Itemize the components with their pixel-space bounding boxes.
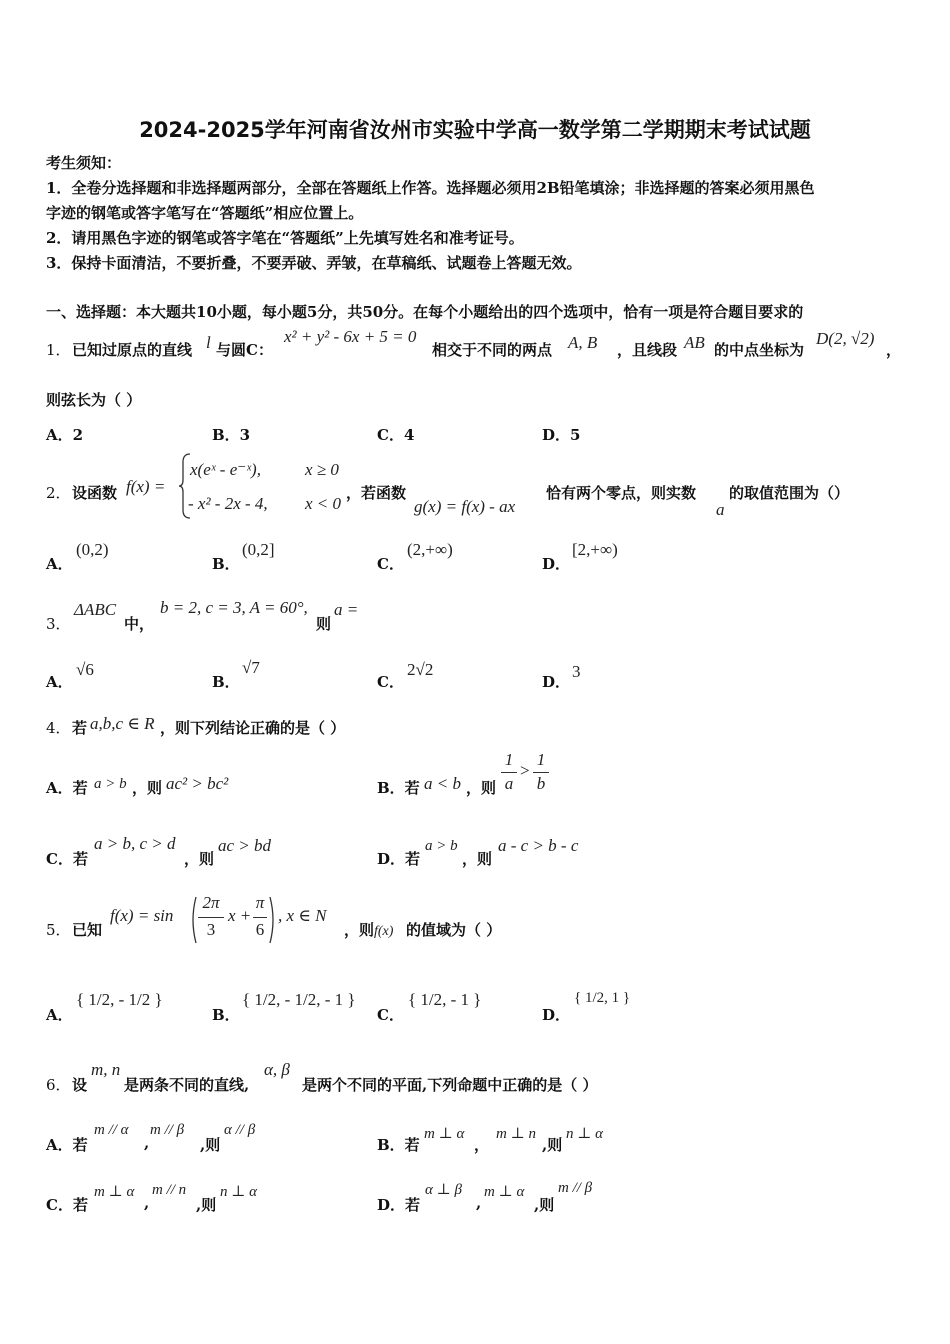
piecewise-case-2: - x² - 2x - 4, — [188, 494, 268, 513]
question-text: 的取值范围为（） — [729, 484, 850, 502]
math-expression: α // β — [224, 1122, 256, 1138]
option-text: , — [144, 1134, 150, 1152]
math-expression: a — [716, 500, 725, 519]
math-expression: ΔABC — [74, 600, 117, 619]
question-text: 与圆C： — [216, 341, 273, 359]
question-text: ，则 — [344, 921, 375, 939]
math-expression: ac² > bc² — [166, 774, 229, 793]
option-text: ,则 — [542, 1136, 563, 1154]
question-text: ， — [886, 341, 902, 359]
option-b[interactable]: B．3 — [212, 426, 251, 444]
option-text: ，则 — [184, 850, 215, 868]
math-expression: f(x) — [374, 924, 394, 939]
option-d-math: 3 — [572, 662, 581, 681]
math-expression: a < b — [424, 774, 461, 793]
math-expression: AB — [684, 333, 705, 352]
math-expression: a - c > b - c — [498, 836, 579, 855]
fraction-denominator: a — [504, 774, 514, 793]
fraction-bar — [198, 917, 224, 918]
option-b[interactable]: B． — [212, 555, 240, 573]
question-text: 设函数 — [72, 484, 118, 502]
question-text: 若 — [72, 719, 88, 737]
option-text: ,则 — [534, 1196, 555, 1214]
math-expression: l — [206, 333, 211, 352]
option-label: D．若 — [377, 850, 421, 868]
math-expression: ac > bd — [218, 836, 272, 855]
question-text: 是两条不同的直线, — [124, 1076, 250, 1094]
question-text: 是两个不同的平面,下列命题中正确的是（ ） — [302, 1076, 598, 1094]
notice-line-3: 3．保持卡面清洁，不要折叠，不要弄破、弄皱，在草稿纸、试题卷上答题无效。 — [46, 254, 582, 272]
section-heading: 一、选择题：本大题共10小题，每小题5分，共50分。在每个小题给出的四个选项中，恰有一项是符合题目要求的 — [46, 303, 804, 321]
math-expression: m ⊥ n — [496, 1126, 536, 1142]
math-operator: > — [520, 761, 530, 780]
page-title: 2024-2025学年河南省汝州市实验中学高一数学第二学期期末考试试题 — [139, 118, 811, 142]
math-expression: n ⊥ α — [220, 1184, 257, 1200]
piecewise-condition-1: x ≥ 0 — [305, 460, 339, 479]
notice-line-1a: 1．全卷分选择题和非选择题两部分，全部在答题纸上作答。选择题必须用2B铅笔填涂；非选择题的答案必须用黑色 — [46, 179, 815, 197]
math-expression: D(2, √2) — [816, 329, 875, 348]
option-b[interactable]: B． — [212, 1006, 240, 1024]
question-number: 1． — [46, 341, 71, 359]
option-a-math: { 1/2, - 1/2 } — [76, 990, 163, 1009]
option-text: ，则 — [462, 850, 493, 868]
option-text: , — [144, 1194, 150, 1212]
math-expression: m, n — [91, 1060, 121, 1079]
piecewise-condition-2: x < 0 — [305, 494, 342, 513]
option-d[interactable]: D． — [542, 1006, 571, 1024]
option-c[interactable]: C． — [377, 1006, 404, 1024]
option-c[interactable]: C．4 — [377, 426, 415, 444]
math-expression: g(x) = f(x) - ax — [414, 497, 516, 516]
option-b-math: { 1/2, - 1/2, - 1 } — [242, 990, 356, 1009]
question-text: 已知过原点的直线 — [72, 341, 193, 359]
option-a[interactable]: A．2 — [46, 426, 84, 444]
question-text: 的值域为（ ） — [406, 921, 502, 939]
option-a[interactable]: A． — [46, 1006, 73, 1024]
option-c-math: { 1/2, - 1 } — [408, 990, 482, 1009]
option-label: D．若 — [377, 1196, 421, 1214]
math-expression: a = — [334, 600, 359, 619]
math-expression: m // α — [94, 1122, 129, 1138]
option-d[interactable]: D． — [542, 673, 571, 691]
question-number: 2． — [46, 484, 71, 502]
math-expression: a > b — [425, 838, 458, 854]
math-expression: α, β — [264, 1060, 290, 1079]
option-a-math: √6 — [76, 660, 94, 679]
question-text: 设 — [72, 1076, 88, 1094]
math-expression: A, B — [568, 333, 598, 352]
option-d-math: [2,+∞) — [572, 540, 618, 559]
question-text: ，若函数 — [346, 484, 407, 502]
notice-line-2: 2．请用黑色字迹的钢笔或答字笔在“答题纸”上先填写姓名和准考证号。 — [46, 229, 524, 247]
option-a[interactable]: A． — [46, 555, 73, 573]
piecewise-case-1: x(eˣ - e⁻ˣ), — [190, 460, 261, 479]
option-text: ，则 — [466, 779, 497, 797]
question-number: 5． — [46, 921, 71, 939]
math-expression: a,b,c ∈ R — [90, 714, 155, 733]
option-c[interactable]: C． — [377, 673, 404, 691]
question-number: 6． — [46, 1076, 71, 1094]
math-expression: a > b — [94, 776, 127, 792]
option-b-math: √7 — [242, 658, 260, 677]
math-expression: α ⊥ β — [425, 1182, 462, 1198]
option-label: A．若 — [46, 1136, 88, 1154]
fraction-denominator: b — [536, 774, 546, 793]
question-text: ，则下列结论正确的是（ ） — [160, 719, 346, 737]
option-c-math: (2,+∞) — [407, 540, 453, 559]
option-text: , — [476, 1194, 482, 1212]
math-expression: m ⊥ α — [94, 1184, 135, 1200]
math-expression: m // n — [152, 1182, 187, 1198]
option-d[interactable]: D．5 — [542, 426, 581, 444]
option-a-math: (0,2) — [76, 540, 109, 559]
notice-line-1b: 字迹的钢笔或答字笔写在“答题纸”相应位置上。 — [46, 204, 364, 222]
math-expression: b = 2, c = 3, A = 60°, — [160, 598, 308, 617]
option-label: C．若 — [46, 850, 88, 868]
fraction-denominator: 6 — [255, 920, 265, 939]
option-c[interactable]: C． — [377, 555, 404, 573]
option-text: ， — [474, 1136, 490, 1154]
math-expression: a > b, c > d — [94, 834, 176, 853]
fraction-denominator: 3 — [206, 920, 216, 939]
option-label: A．若 — [46, 779, 88, 797]
notice-heading: 考生须知： — [46, 154, 122, 172]
math-expression: , x ∈ N — [278, 906, 327, 925]
option-b[interactable]: B． — [212, 673, 240, 691]
question-text: 恰有两个零点，则实数 — [546, 484, 697, 502]
paren-right-icon — [268, 895, 278, 945]
math-expression: m // β — [558, 1180, 593, 1196]
math-expression: m ⊥ α — [424, 1126, 465, 1142]
fraction-bar — [533, 772, 549, 773]
fraction-numerator: 1 — [504, 750, 514, 769]
question-text: 则弦长为（ ） — [46, 391, 142, 409]
question-number: 3． — [46, 615, 71, 633]
option-label: C．若 — [46, 1196, 88, 1214]
option-text: ,则 — [200, 1136, 221, 1154]
math-expression: f(x) = sin — [110, 906, 174, 925]
fraction-bar — [501, 772, 517, 773]
math-expression: m // β — [150, 1122, 185, 1138]
option-label: B．若 — [377, 779, 420, 797]
fraction-numerator: 1 — [536, 750, 546, 769]
question-text: ，且线段 — [617, 341, 678, 359]
option-text: ，则 — [132, 779, 163, 797]
fraction-numerator: 2π — [202, 893, 220, 912]
math-expression: f(x) = — [126, 477, 166, 496]
math-expression: x² + y² - 6x + 5 = 0 — [284, 327, 417, 346]
option-b-math: (0,2] — [242, 540, 275, 559]
option-d-math: { 1/2, 1 } — [574, 990, 631, 1006]
question-text: 的中点坐标为 — [714, 341, 805, 359]
question-text: 已知 — [72, 921, 103, 939]
question-text: 则 — [316, 615, 332, 633]
math-expression: m ⊥ α — [484, 1184, 525, 1200]
option-label: B．若 — [377, 1136, 420, 1154]
question-text: 中， — [124, 615, 155, 633]
option-c-math: 2√2 — [407, 660, 434, 679]
fraction-bar — [253, 917, 267, 918]
option-d[interactable]: D． — [542, 555, 571, 573]
question-number: 4． — [46, 719, 71, 737]
math-expression: n ⊥ α — [566, 1126, 603, 1142]
question-text: 相交于不同的两点 — [432, 341, 553, 359]
option-text: ,则 — [196, 1196, 217, 1214]
math-expression: x + — [228, 906, 252, 925]
fraction-numerator: π — [255, 893, 265, 912]
option-a[interactable]: A． — [46, 673, 73, 691]
